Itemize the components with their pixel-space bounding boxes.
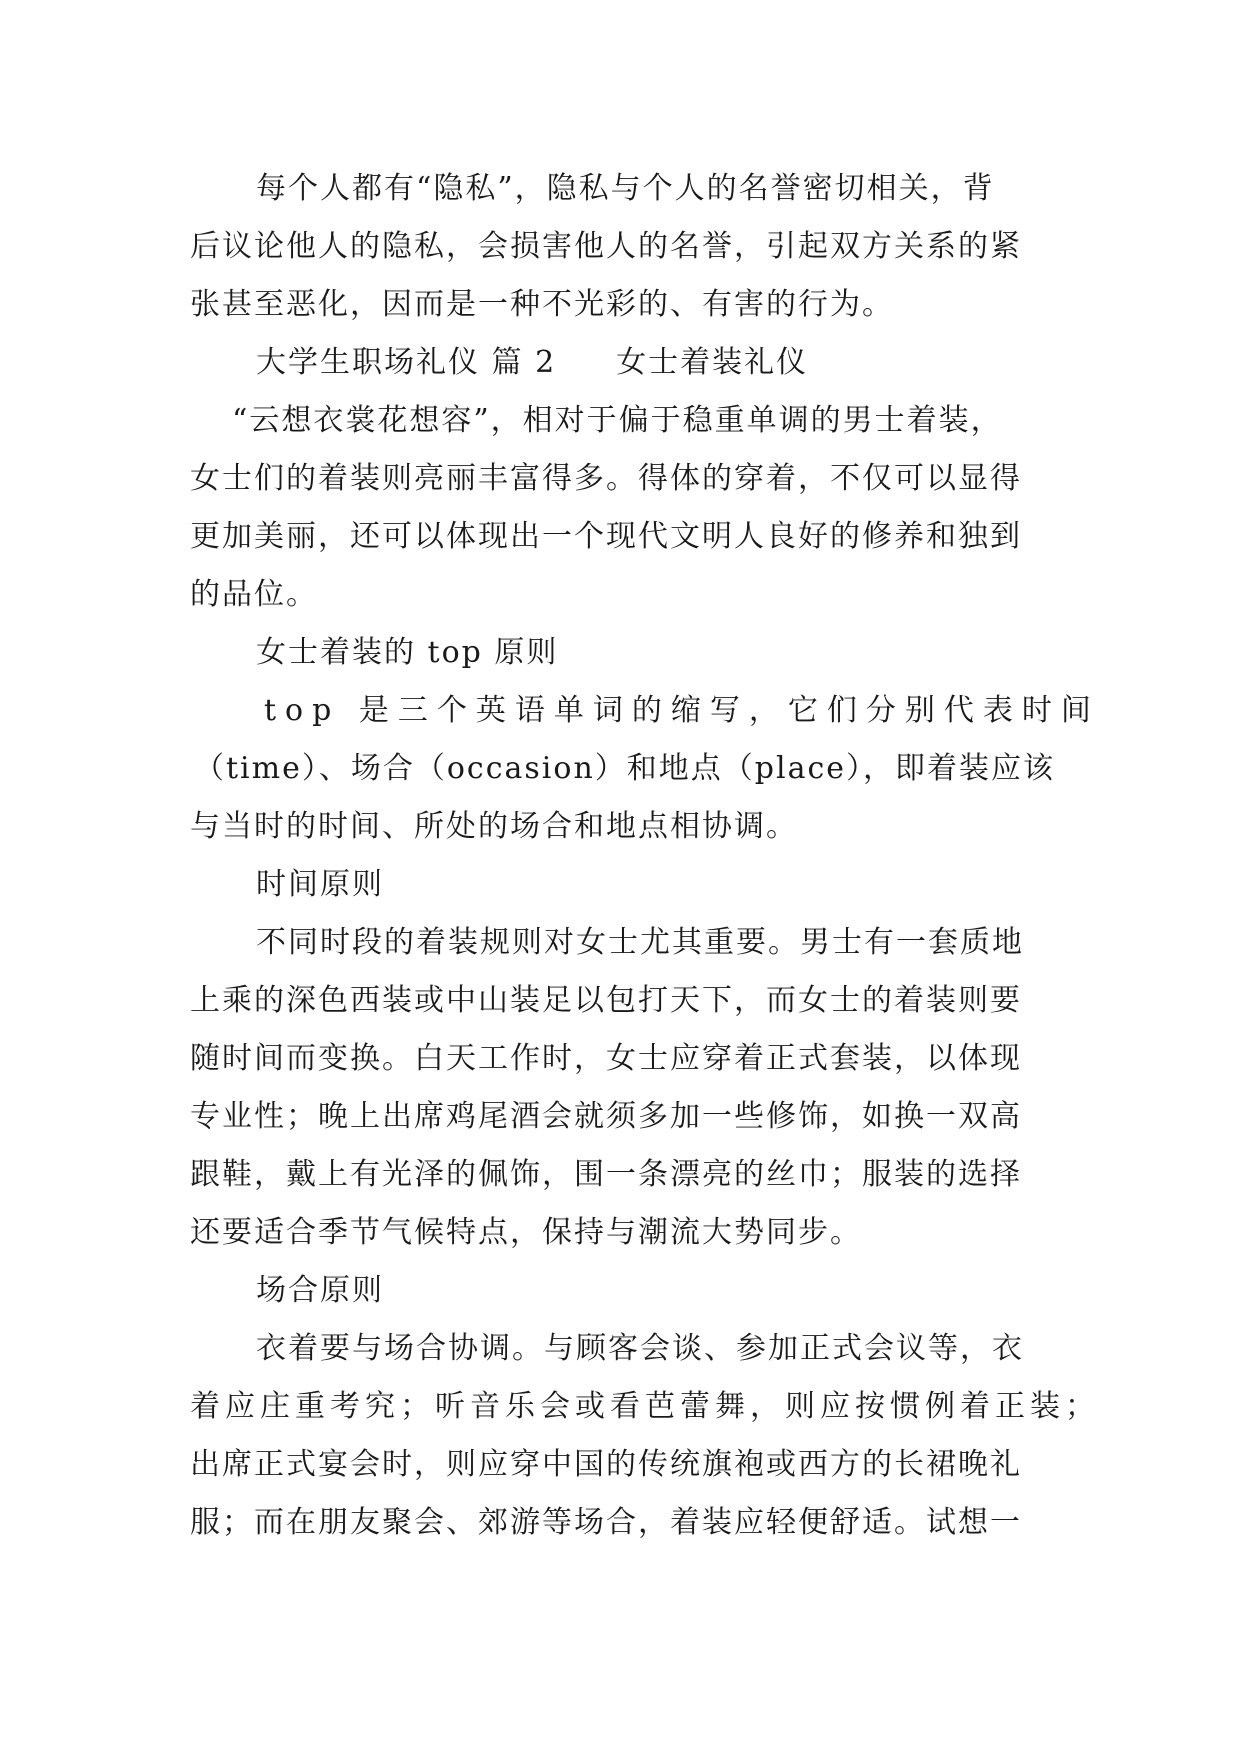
- occasion-principle-heading: 场合原则: [256, 1273, 384, 1308]
- paragraph-line: 后议论他人的隐私，会损害他人的名誉，引起双方关系的紧: [190, 229, 1022, 264]
- paragraph-line: 随时间而变换。白天工作时，女士应穿着正式套装，以体现: [190, 1041, 1022, 1076]
- paragraph-line: 跟鞋，戴上有光泽的佩饰，围一条漂亮的丝巾；服装的选择: [190, 1157, 1022, 1192]
- paragraph-line: 出席正式宴会时，则应穿中国的传统旗袍或西方的长裙晚礼: [190, 1447, 1022, 1482]
- section-title: 大学生职场礼仪 篇 2: [256, 345, 557, 380]
- paragraph-line: （time）、场合（occasion）和地点（place），即着装应该: [194, 751, 1056, 786]
- paragraph-line: 服；而在朋友聚会、郊游等场合，着装应轻便舒适。试想一: [190, 1505, 1022, 1540]
- paragraph-line: 上乘的深色西装或中山装足以包打天下，而女士的着装则要: [190, 983, 1022, 1018]
- paragraph-line: 与当时的时间、所处的场合和地点相协调。: [190, 809, 798, 844]
- paragraph-line: 不同时段的着装规则对女士尤其重要。男士有一套质地: [256, 925, 1024, 960]
- time-principle-heading: 时间原则: [256, 867, 384, 902]
- paragraph-line: 女士们的着装则亮丽丰富得多。得体的穿着，不仅可以显得: [190, 461, 1022, 496]
- paragraph-line: 着应庄重考究；听音乐会或看芭蕾舞，则应按惯例着正装；: [190, 1389, 1100, 1424]
- paragraph-line: 的品位。: [190, 577, 318, 612]
- paragraph-line: 每个人都有“隐私”，隐私与个人的名誉密切相关，背: [256, 171, 995, 206]
- paragraph-line: 更加美丽，还可以体现出一个现代文明人良好的修养和独到: [190, 519, 1022, 554]
- paragraph-line: 还要适合季节气候特点，保持与潮流大势同步。: [190, 1215, 862, 1250]
- document-page: [190, 160, 1100, 1552]
- paragraph-line: 衣着要与场合协调。与顾客会谈、参加正式会议等，衣: [256, 1331, 1024, 1366]
- section-subtitle: 女士着装礼仪: [616, 345, 809, 380]
- paragraph-line: top 是三个英语单词的缩写，它们分别代表时间: [264, 693, 1100, 728]
- paragraph-line: 专业性；晚上出席鸡尾酒会就须多加一些修饰，如换一双高: [190, 1099, 1022, 1134]
- section-heading: [190, 334, 1050, 392]
- paragraph-line: “云想衣裳花想容”，相对于偏于稳重单调的男士着装，: [232, 403, 1003, 438]
- paragraph-line: 张甚至恶化，因而是一种不光彩的、有害的行为。: [190, 287, 894, 322]
- top-principle-heading: 女士着装的 top 原则: [256, 635, 559, 670]
